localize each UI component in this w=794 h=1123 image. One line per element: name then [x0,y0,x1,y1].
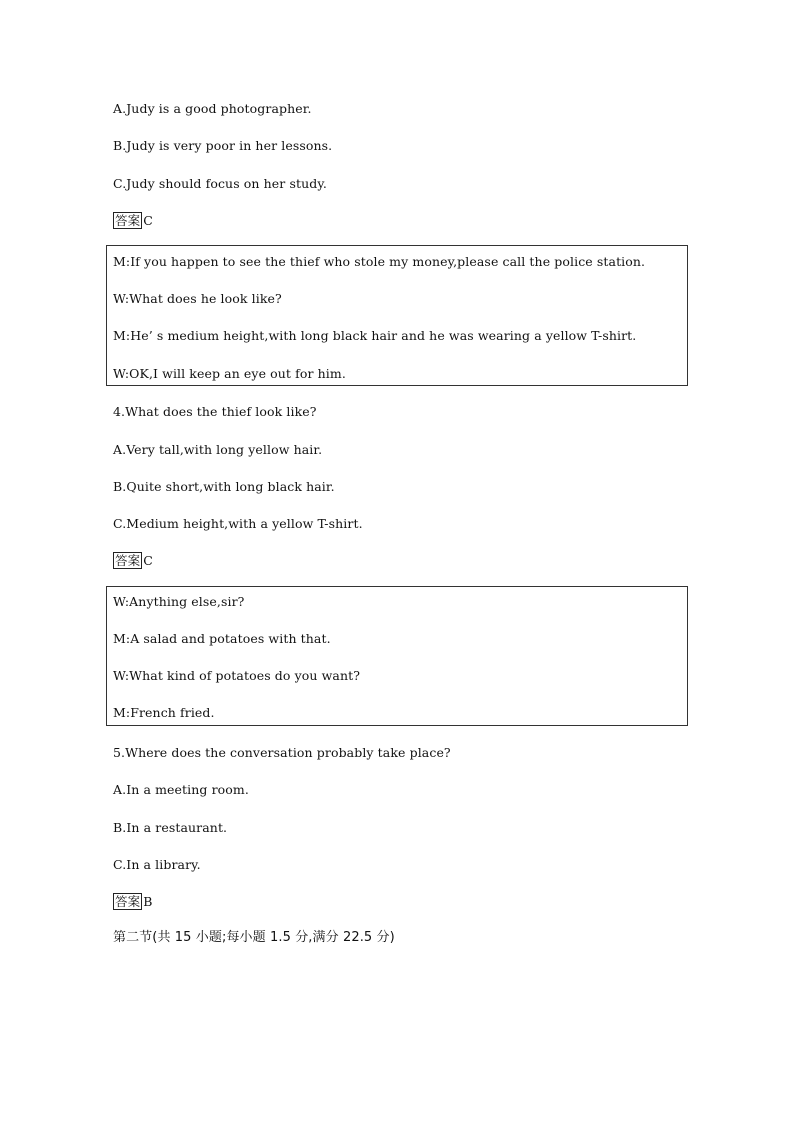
answer-label: 答案 [115,894,141,909]
q5-answer [113,893,153,910]
q4-option-b: B.Quite short,with long black hair. [113,479,335,494]
dialogue-box-q5 [106,586,688,726]
answer-value: C [143,553,153,568]
dialogue-line: M:A salad and potatoes with that. [113,631,331,646]
answer-value: C [143,213,153,228]
q3-answer [113,212,153,229]
q3-option-a: A.Judy is a good photographer. [113,101,312,116]
q5-option-b: B.In a restaurant. [113,820,228,835]
answer-value: B [143,894,153,909]
q4-answer [113,552,153,569]
answer-label: 答案 [115,553,141,568]
dialogue-line: W:OK,I will keep an eye out for him. [113,366,346,381]
section-title: 第二节(共 15 小题;每小题 1.5 分,满分 22.5 分) [113,930,395,945]
q4-question: 4.What does the thief look like? [113,404,317,419]
dialogue-line: M:French fried. [113,705,215,720]
q5-question: 5.Where does the conversation probably take place? [113,745,451,760]
dialogue-line: W:What kind of potatoes do you want? [113,668,361,683]
q3-option-b: B.Judy is very poor in her lessons. [113,138,333,153]
dialogue-line: W:Anything else,sir? [113,594,245,609]
q3-option-c: C.Judy should focus on her study. [113,176,327,191]
answer-label: 答案 [115,213,141,228]
dialogue-line: W:What does he look like? [113,291,282,306]
dialogue-line: M:He’ s medium height,with long black hair and he was wearing a yellow T-shirt. [113,328,637,343]
q4-option-a: A.Very tall,with long yellow hair. [113,442,323,457]
dialogue-box-q4 [106,245,688,386]
q4-option-c: C.Medium height,with a yellow T-shirt. [113,516,363,531]
q5-option-a: A.In a meeting room. [113,782,249,797]
dialogue-line: M:If you happen to see the thief who stole my money,please call the police station. [113,254,646,269]
q5-option-c: C.In a library. [113,857,201,872]
